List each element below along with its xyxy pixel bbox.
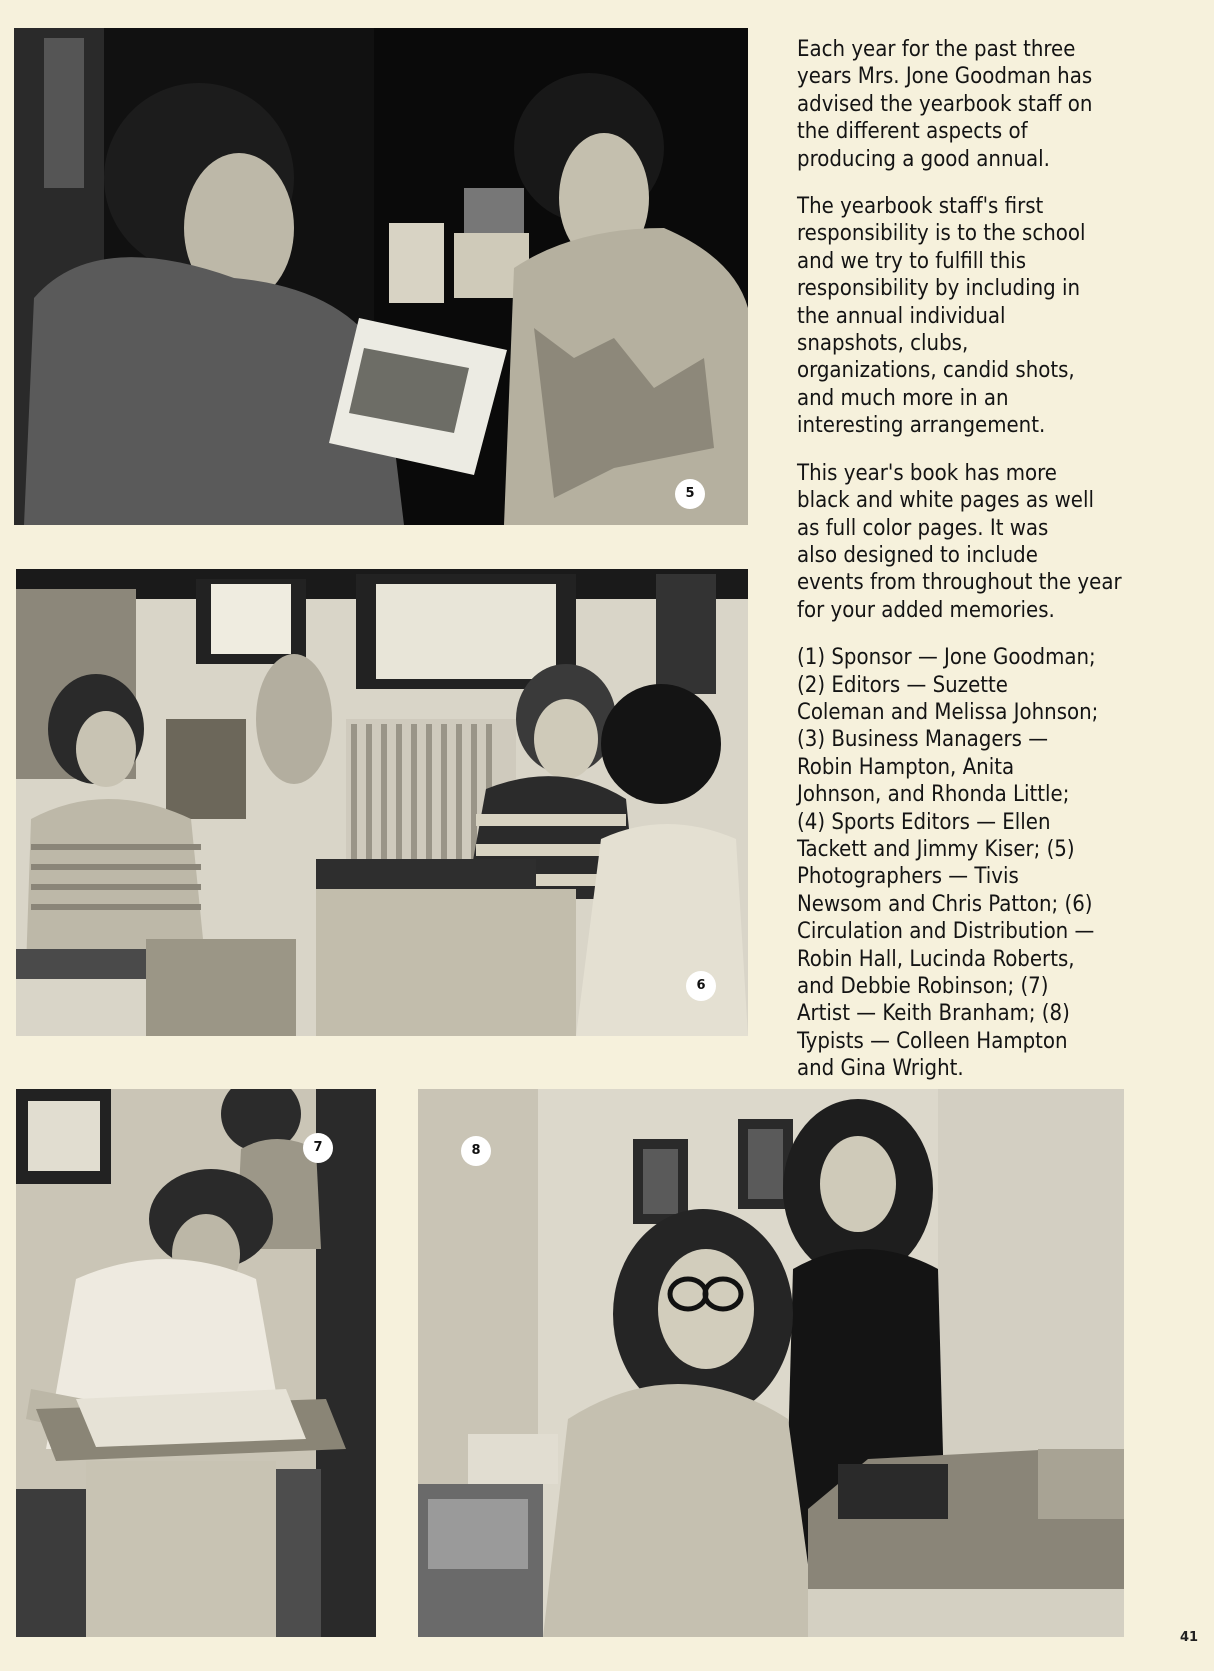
photo-8-typists — [418, 1089, 1124, 1637]
photo-6-circulation-staff — [16, 569, 748, 1036]
responsibility-paragraph: The yearbook staff's first responsibility is to the school and we try to fulfill this responsibility by including in the annual individual snapshots, clubs, organizations, candid shots, and much more in an interesting arrangement. — [797, 194, 1086, 439]
photo-6-number-badge: 6 — [686, 971, 716, 1001]
photo-5-photographers — [14, 28, 748, 525]
photo-7-number-badge: 7 — [303, 1133, 333, 1163]
photo-5-number-badge: 5 — [675, 479, 705, 509]
photo-7-artist — [16, 1089, 376, 1637]
article-text — [797, 36, 1197, 1103]
staff-credits-paragraph: (1) Sponsor — Jone Goodman; (2) Editors — Suzette Coleman and Melissa Johnson; (3) Business Managers — Robin Hampton, Anita Johnson, and Rhonda Little; (4) Sports Editors — Ellen Tackett and Jimmy Kiser; (5) Photographers — Tivis Newsom and Chris Patton; (6) Circulation and Distribution — Robin Hall, Lucinda Roberts, and Debbie Robinson; (7) Artist — Keith Branham; (8) Typists — Colleen Hampton and Gina Wright. — [797, 645, 1099, 1082]
photo-8-number-badge: 8 — [461, 1136, 491, 1166]
book-description-paragraph: This year's book has more black and white pages as well as full color pages. It was also designed to include events from throughout the year for your added memories. — [797, 460, 1122, 623]
intro-paragraph: Each year for the past three years Mrs. Jone Goodman has advised the yearbook staff on the different aspects of producing a good annual. — [797, 37, 1093, 172]
page-number: 41 — [1180, 1630, 1199, 1645]
